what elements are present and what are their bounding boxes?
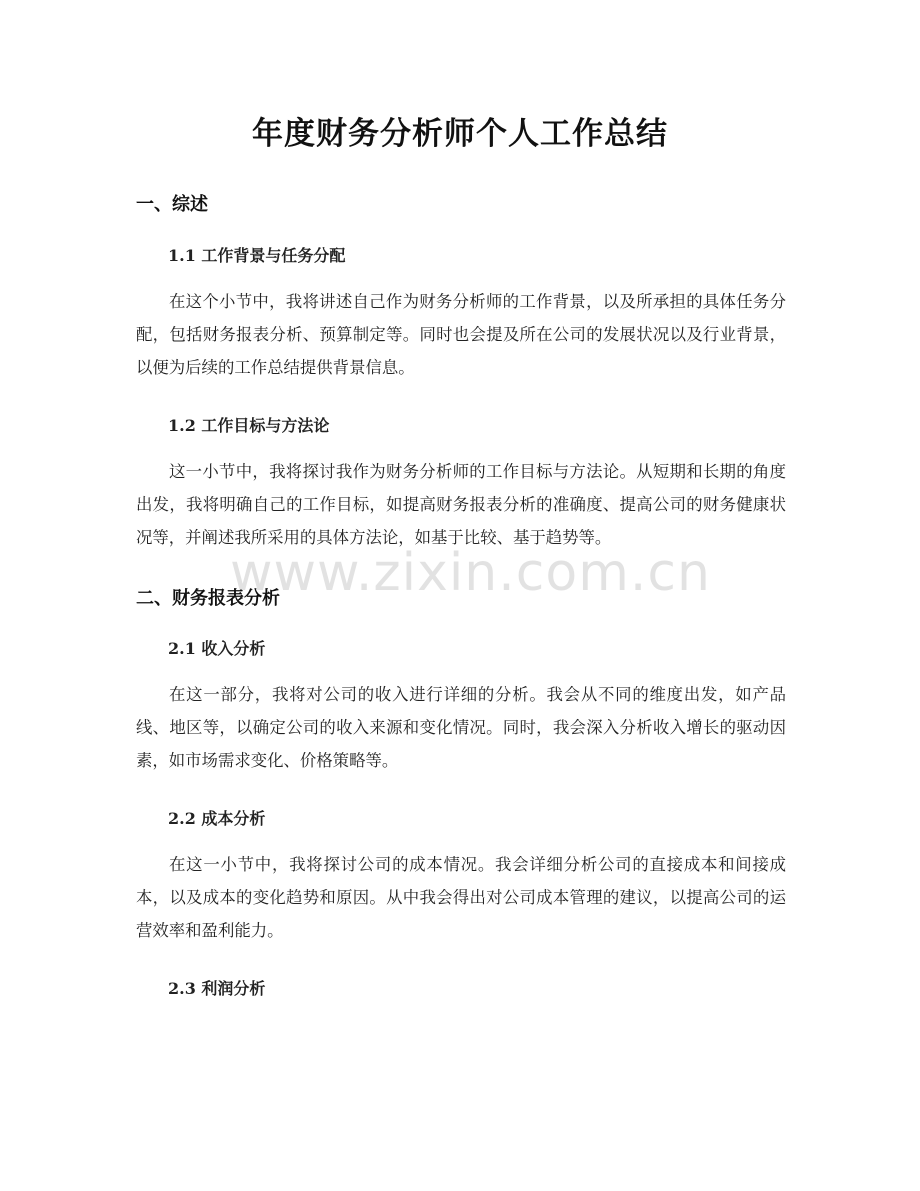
paragraph-1-1: 在这个小节中，我将讲述自己作为财务分析师的工作背景，以及所承担的具体任务分配，包括财务报表分析、预算制定等。同时也会提及所在公司的发展状况以及行业背景，以便为后续的工作总结提供背景信息。: [136, 292, 786, 377]
subsection-heading-2-3: 2.3 利润分析: [168, 979, 266, 998]
document-title: 年度财务分析师个人工作总结: [252, 116, 668, 152]
watermark-text: www.zixin.com.cn: [230, 543, 711, 603]
subsection-heading-2-2: 2.2 成本分析: [168, 809, 266, 828]
subsection-heading-1-2: 1.2 工作目标与方法论: [168, 416, 330, 435]
section-heading-overview: 一、综述: [136, 194, 208, 215]
subsection-heading-2-1: 2.1 收入分析: [168, 639, 266, 658]
paragraph-2-2: 在这一小节中，我将探讨公司的成本情况。我会详细分析公司的直接成本和间接成本，以及成本的变化趋势和原因。从中我会得出对公司成本管理的建议，以提高公司的运营效率和盈利能力。: [136, 855, 786, 940]
paragraph-2-1: 在这一部分，我将对公司的收入进行详细的分析。我会从不同的维度出发，如产品线、地区等，以确定公司的收入来源和变化情况。同时，我会深入分析收入增长的驱动因素，如市场需求变化、价格策略等。: [136, 685, 786, 770]
section-heading-financial-statements: 二、财务报表分析: [136, 588, 280, 609]
subsection-heading-1-1: 1.1 工作背景与任务分配: [168, 246, 346, 265]
paragraph-1-2: 这一小节中，我将探讨我作为财务分析师的工作目标与方法论。从短期和长期的角度出发，我将明确自己的工作目标，如提高财务报表分析的准确度、提高公司的财务健康状况等，并阐述我所采用的具体方法论，如基于比较、基于趋势等。: [136, 462, 786, 547]
